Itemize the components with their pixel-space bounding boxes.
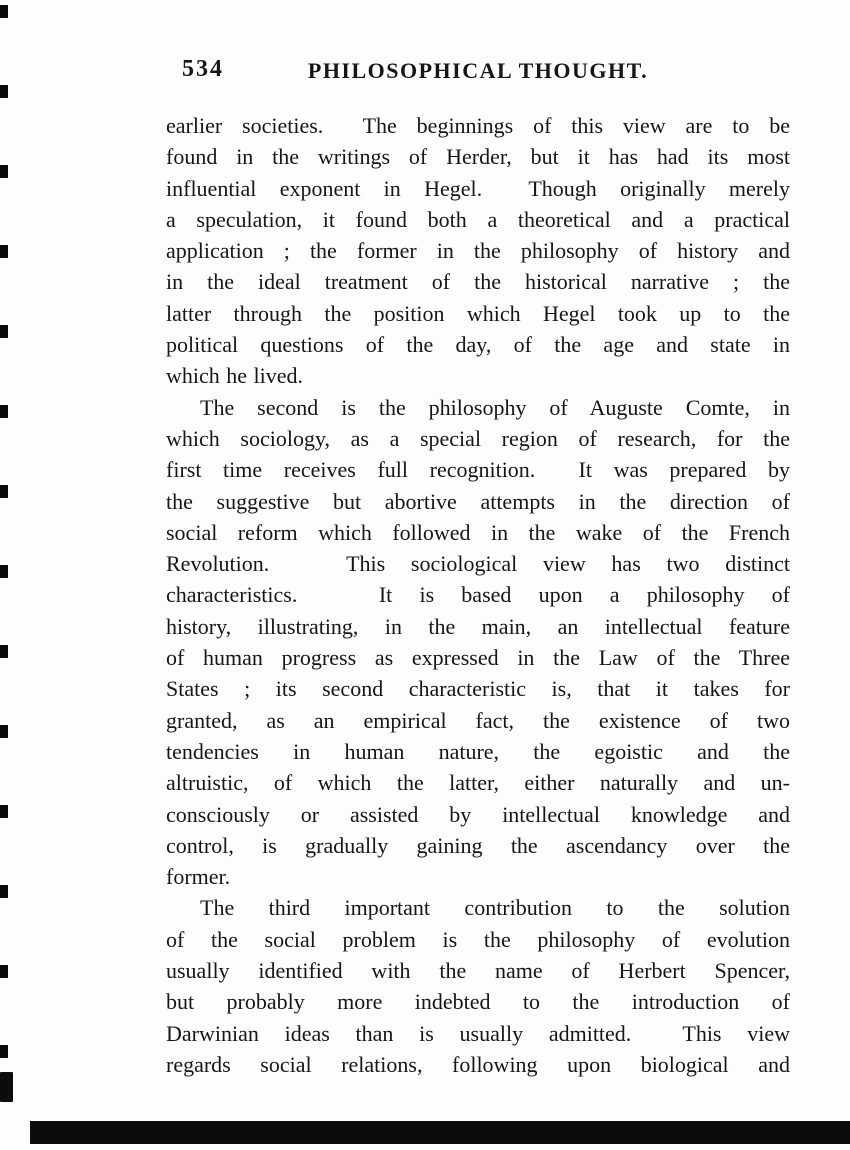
text-line: a speculation, it found both a theoretical and a practical [166, 206, 790, 232]
text-line: of human progress as expressed in the Law of the Three [166, 645, 790, 671]
text-line: influential exponent in Hegel. Though originally merely [166, 175, 790, 201]
text-line: but probably more indebted to the introduction of [166, 989, 790, 1015]
text-line: former. [166, 864, 231, 890]
scan-bottom-bar [30, 1121, 850, 1144]
text-line: regards social relations, following upon biological and [166, 1051, 790, 1077]
scan-left-corner-mark [0, 1072, 13, 1102]
text-line: political questions of the day, of the age and state in [166, 332, 790, 358]
text-line: which sociology, as a special region of research, for the [166, 425, 790, 451]
text-line: States ; its second characteristic is, that it takes for [166, 676, 790, 702]
text-line: usually identified with the name of Herbert Spencer, [166, 958, 790, 984]
text-line: of the social problem is the philosophy of evolution [166, 926, 790, 952]
scan-left-edge-marks [0, 5, 8, 1067]
text-line: granted, as an empirical fact, the existence of two [166, 707, 790, 733]
text-line: social reform which followed in the wake of the French [166, 519, 790, 545]
text-line: first time receives full recognition. It was prepared by [166, 457, 790, 483]
text-line: in the ideal treatment of the historical narrative ; the [166, 269, 790, 295]
text-line: altruistic, of which the latter, either naturally and un- [166, 770, 790, 796]
text-line: tendencies in human nature, the egoistic and the [166, 738, 790, 764]
text-line: Revolution. This sociological view has two distinct [166, 551, 790, 577]
text-line: the suggestive but abortive attempts in the direction of [166, 488, 790, 514]
running-title: PHILOSOPHICAL THOUGHT. [307, 58, 649, 83]
text-line: found in the writings of Herder, but it has had its most [166, 144, 790, 170]
page-number: 534 [182, 56, 224, 82]
text-line: Darwinian ideas than is usually admitted. This view [166, 1020, 790, 1046]
text-line: control, is gradually gaining the ascendancy over the [166, 832, 790, 858]
page-text [166, 110, 790, 1080]
text-line: which he lived. [166, 363, 304, 389]
text-line: history, illustrating, in the main, an intellectual feature [166, 613, 790, 639]
text-line: The second is the philosophy of Auguste Comte, in [200, 394, 790, 420]
text-line: consciously or assisted by intellectual knowledge and [166, 801, 790, 827]
text-line: The third important contribution to the solution [200, 895, 790, 921]
text-line: earlier societies. The beginnings of this view are to be [166, 113, 790, 138]
text-line: application ; the former in the philosophy of history and [166, 238, 790, 264]
text-line: characteristics. It is based upon a philosophy of [166, 582, 790, 608]
text-line: latter through the position which Hegel took up to the [166, 300, 790, 326]
